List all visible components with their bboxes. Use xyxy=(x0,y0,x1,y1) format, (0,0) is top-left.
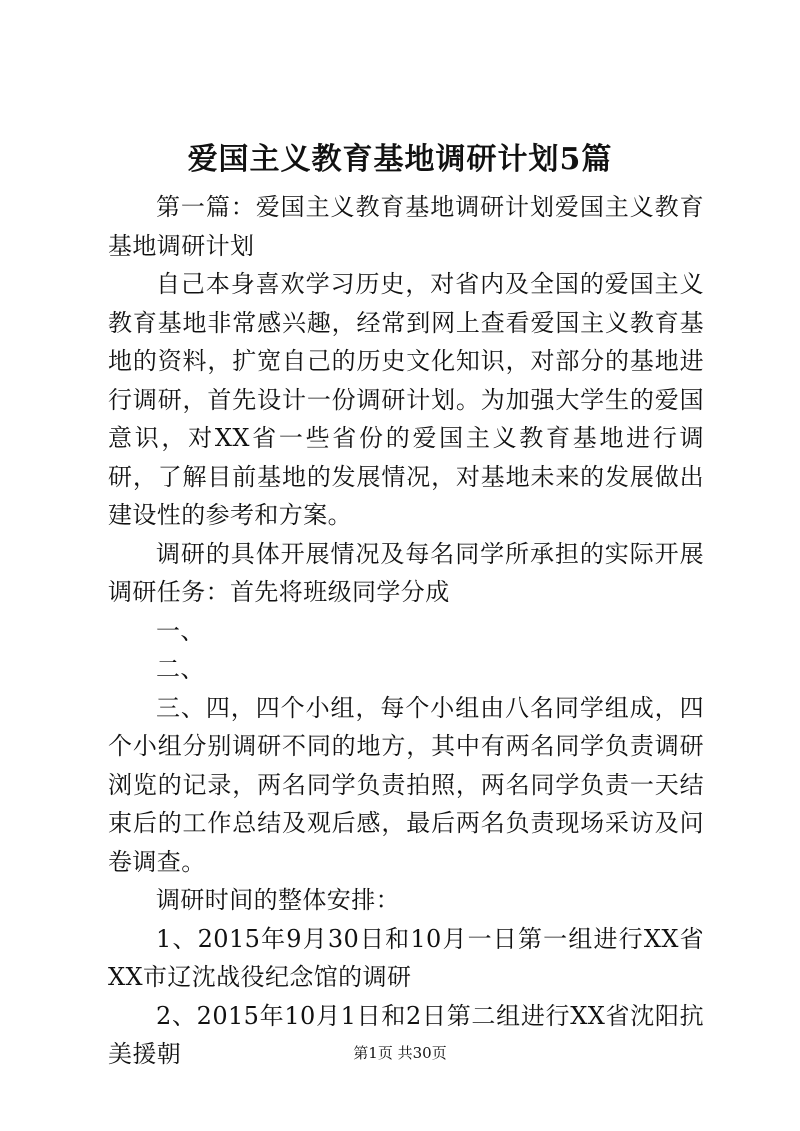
document-title: 爱国主义教育基地调研计划5篇 xyxy=(187,142,613,177)
paragraph-intro: 自己本身喜欢学习历史，对省内及全国的爱国主义教育基地非常感兴趣，经常到网上查看爱国主义教育基地的资料，扩宽自己的历史文化知识，对部分的基地进行调研，首先设计一份调研计划。为加强大学生的爱国意识，对XX省一些省份的爱国主义教育基地进行调研，了解目前基地的发展情况，对基地未来的发展做出建设性的参考和方案。 xyxy=(108,270,704,529)
paragraph-schedule-item-2: 2、2015年10月1日和2日第二组进行XX省沈阳抗美援朝 xyxy=(108,1001,704,1068)
paragraph-list-item-2: 二、 xyxy=(156,655,205,683)
page-number: 第1页 共30页 xyxy=(353,1044,447,1062)
paragraph-schedule-item-1: 1、2015年9月30日和10月一日第一组进行XX省XX市辽沈战役纪念馆的调研 xyxy=(108,924,704,991)
paragraph-section-heading: 第一篇：爱国主义教育基地调研计划爱国主义教育基地调研计划 xyxy=(108,193,704,260)
paragraph-schedule-heading: 调研时间的整体安排： xyxy=(156,886,400,914)
paragraph-tasks: 调研的具体开展情况及每名同学所承担的实际开展调研任务：首先将班级同学分成 xyxy=(108,539,704,606)
paragraph-list-item-1: 一、 xyxy=(156,616,205,645)
paragraph-groups: 三、四，四个小组，每个小组由八名同学组成，四个小组分别调研不同的地方，其中有两名同学负责调研浏览的记录，两名同学负责拍照，两名同学负责一天结束后的工作总结及观后感，最后两名负责现场采访及问卷调查。 xyxy=(108,693,704,876)
document-body xyxy=(108,188,704,1074)
